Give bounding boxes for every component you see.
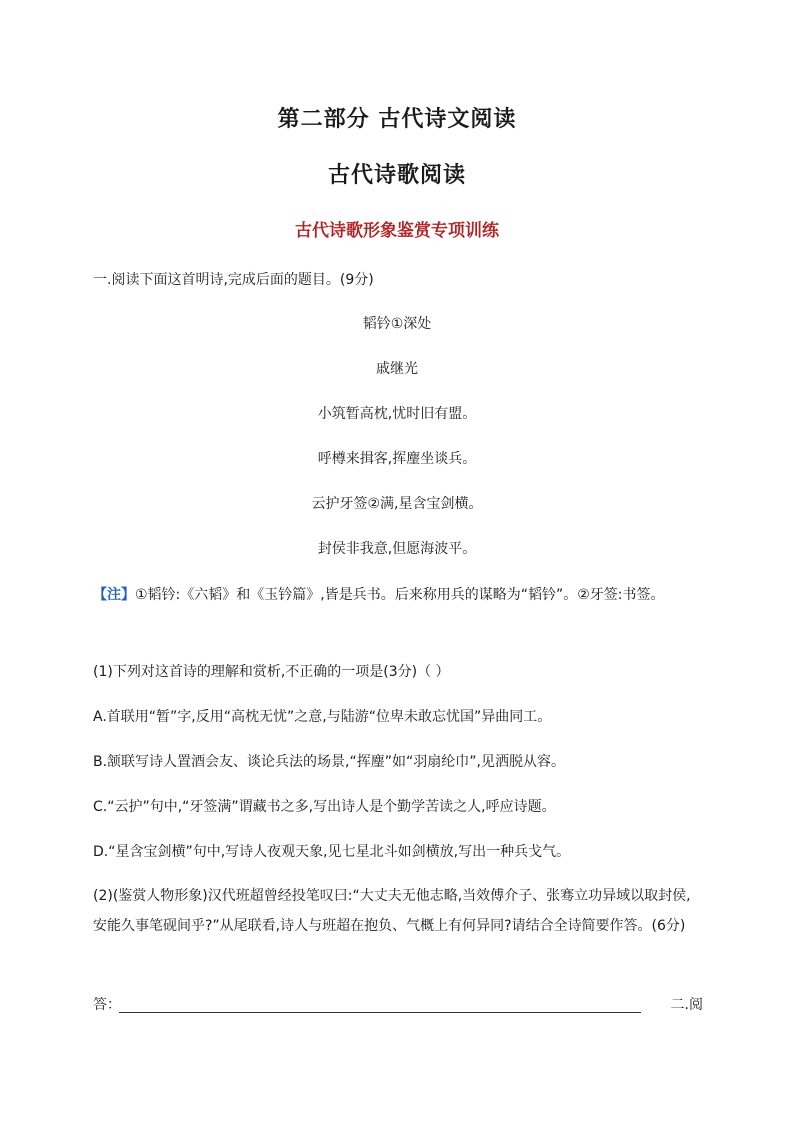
poem-line-3: 云护牙签②满,星含宝剑横。 <box>311 496 483 512</box>
answer-row <box>93 994 703 1016</box>
option-b: B.颔联写诗人置酒会友、谈论兵法的场景,“挥麈”如“羽扇纶巾”,见洒脱从容。 <box>93 754 565 770</box>
poem-line-2: 呼樽来揖客,挥麈坐谈兵。 <box>317 451 477 467</box>
annotation-text: ①韬钤:《六韬》和《玉钤篇》,皆是兵书。后来称用兵的谋略为“韬钤”。②牙签:书签。 <box>135 587 665 603</box>
poem-line-1: 小筑暂高枕,忧时旧有盟。 <box>317 406 477 422</box>
topic-title: 古代诗歌形象鉴赏专项训练 <box>295 221 499 241</box>
poem-author: 戚继光 <box>376 361 418 377</box>
next-section-fragment: 二.阅 <box>670 997 703 1013</box>
option-c: C.“云护”句中,“牙签满”谓藏书之多,写出诗人是个勤学苦读之人,呼应诗题。 <box>93 799 556 815</box>
question-1-stem: (1)下列对这首诗的理解和赏析,不正确的一项是(3分)（ ） <box>93 664 450 680</box>
answer-blank-line[interactable] <box>119 1012 641 1013</box>
page-title: 第二部分 古代诗文阅读 <box>277 107 517 132</box>
question-2: (2)(鉴赏人物形象)汉代班超曾经投笔叹曰:“大丈夫无他志略,当效傅介子、张骞立功异域以取封侯,安能久事笔砚间乎?”从尾联看,诗人与班超在抱负、气概上有何异同?请结合全诗简要作答。(6分) <box>93 888 691 934</box>
poem-title: 韬钤①深处 <box>362 316 432 332</box>
question-instruction: 一.阅读下面这首明诗,完成后面的题目。(9分) <box>93 272 374 288</box>
option-a: A.首联用“暂”字,反用“高枕无忧”之意,与陆游“位卑未敢忘忧国”异曲同工。 <box>93 709 552 725</box>
annotation-tag: 【注】 <box>93 587 135 603</box>
poem-line-4: 封侯非我意,但愿海波平。 <box>317 541 477 557</box>
answer-label: 答： <box>93 997 121 1013</box>
section-title: 古代诗歌阅读 <box>327 163 466 188</box>
annotation <box>93 580 703 610</box>
option-d: D.“星含宝剑横”句中,写诗人夜观天象,见七星北斗如剑横放,写出一种兵戈气。 <box>93 844 571 860</box>
